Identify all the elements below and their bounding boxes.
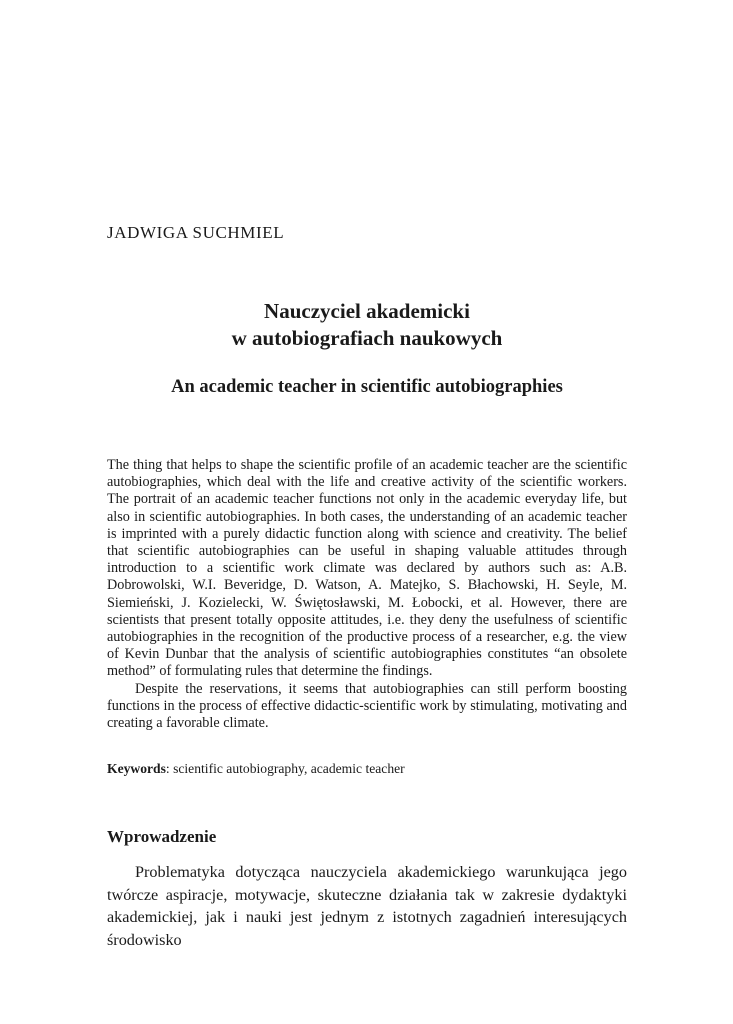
paper-title-polish-line2: w autobiografiach naukowych bbox=[231, 326, 503, 350]
keywords bbox=[107, 760, 627, 777]
paper-title-polish bbox=[107, 298, 627, 352]
paper-title-english: An academic teacher in scientific autobiographies bbox=[171, 377, 563, 397]
paper-title-polish-line1: Nauczyciel akademicki bbox=[264, 299, 470, 323]
abstract-paragraph-2: Despite the reservations, it seems that autobiographies can still perform boosting functions in the process of effective didactic-scientific work by stimulating, motivating and creating a favorable climate. bbox=[107, 680, 627, 732]
body-paragraph: Problematyka dotycząca nauczyciela akademickiego warunkująca jego twórcze aspiracje, motywacje, skuteczne działania tak w zakresie dydaktyki akademickiej, jak i nauki jest jednym z istotnych zagadnień interesujących środowisko bbox=[107, 863, 627, 949]
author-name: JADWIGA SUCHMIEL bbox=[107, 223, 285, 242]
title-block bbox=[107, 298, 627, 398]
keywords-text: : scientific autobiography, academic teacher bbox=[165, 761, 405, 776]
keywords-label: Keywords bbox=[107, 761, 166, 776]
section-heading: Wprowadzenie bbox=[107, 827, 217, 846]
abstract-paragraph-1: The thing that helps to shape the scientific profile of an academic teacher are the scientific autobiographies, which deal with the life and creative activity of the scientific workers. The portrait of an academic teacher functions not only in the academic everyday life, but also in scientific autobiographies. In both cases, the understanding of an academic teacher is imprinted with a purely didactic function along with science and creativity. The belief that scientific autobiographies can be useful in shaping valuable attitudes through introduction to a scientific work climate was declared by authors such as: A.B. Dobrowolski, W.I. Beveridge, D. Watson, A. Matejko, S. Błachowski, H. Seyle, M. Siemieński, J. Kozielecki, W. Świętosławski, M. Łobocki, et al. However, there are scientists that present totally opposite attitudes, i.e. they deny the usefulness of scientific autobiographies in the recognition of the productive process of a researcher, e.g. the view of Kevin Dunbar that the analysis of scientific autobiographies constitutes “an obsolete method” of formulating rules that determine the findings. bbox=[107, 457, 627, 680]
abstract bbox=[107, 457, 627, 732]
